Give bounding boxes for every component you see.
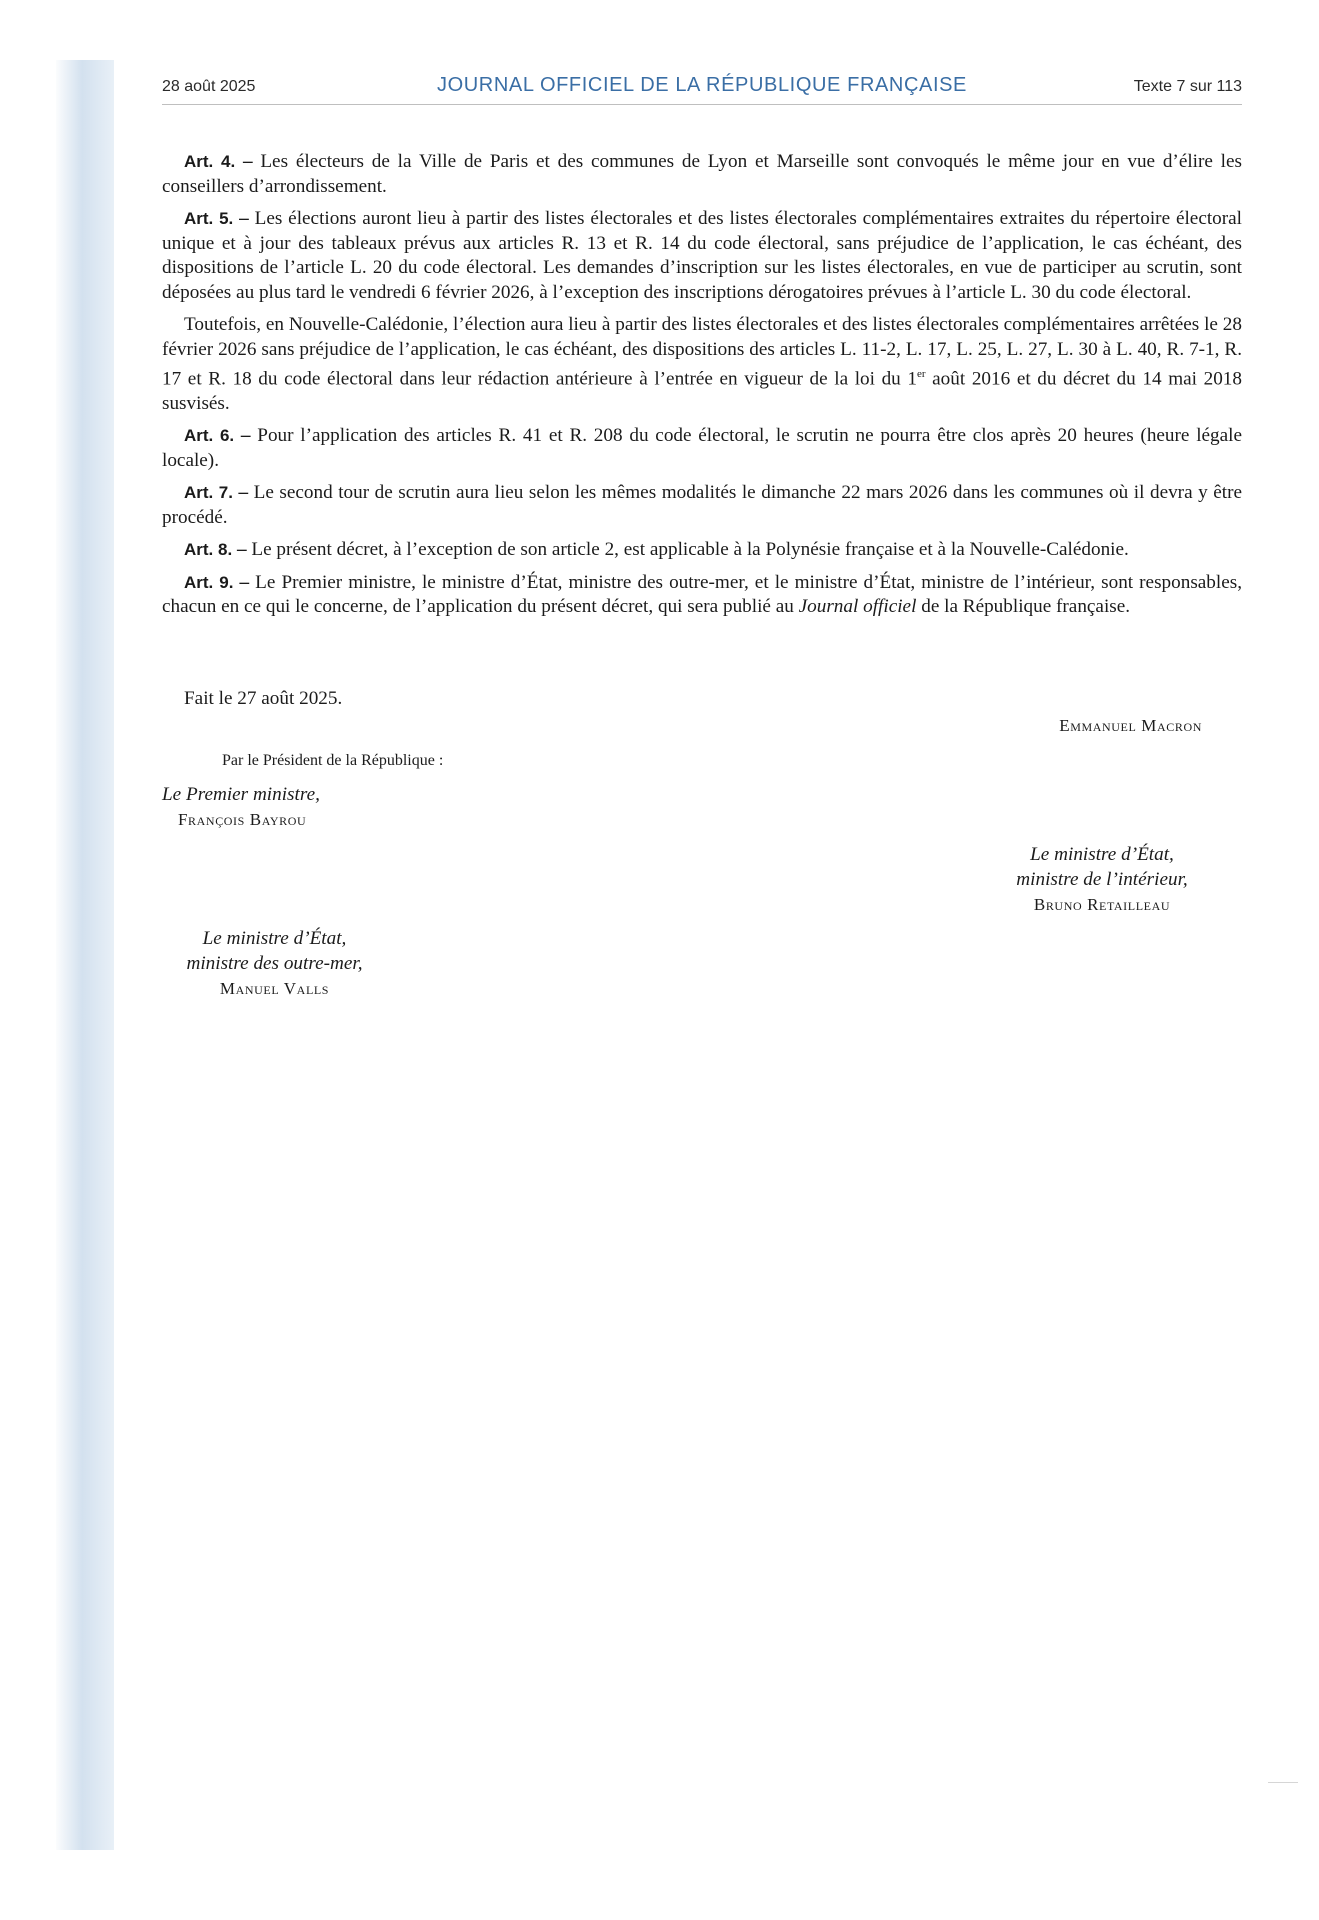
article-8 bbox=[162, 538, 1242, 563]
signatory-role: Le ministre d’État, bbox=[1030, 844, 1174, 865]
article-7 bbox=[162, 481, 1242, 530]
article-9-text: Le Premier ministre, le ministre d’État, ministre des outre-mer, et le ministre d’État, ministre de l’intérieur, sont responsables, chacun en ce qui le concerne, de l’application du présent décret, qui sera publié au bbox=[162, 571, 1243, 618]
scan-edge-shading bbox=[56, 60, 114, 1850]
article-5-paragraph-2 bbox=[162, 313, 1242, 416]
article-8-label: Art. 8. bbox=[184, 540, 233, 560]
article-4-label: Art. 4. bbox=[184, 152, 236, 171]
article-4-text: Les électeurs de la Ville de Paris et des communes de Lyon et Marseille sont convoqués le même jour en vue d’élire les conseillers d’arrondissement. bbox=[162, 151, 1242, 197]
article-dash: – bbox=[236, 539, 247, 561]
scan-corner-mark bbox=[1268, 1782, 1298, 1783]
page-header bbox=[162, 74, 1242, 105]
article-5-label: Art. 5. bbox=[184, 209, 234, 228]
president-signature: Emmanuel Macron bbox=[1059, 716, 1202, 735]
article-dash: – bbox=[242, 151, 253, 172]
article-6-text: Pour l’application des articles R. 41 et R. 208 du code électoral, le scrutin ne pourra être clos après 20 heures (heure légale locale). bbox=[162, 425, 1242, 471]
article-5-p2-text-end: août 2016 et du décret du 14 mai 2018 susvisés. bbox=[162, 368, 1242, 414]
article-7-label: Art. 7. bbox=[184, 483, 233, 503]
journal-officiel-italic: Journal officiel bbox=[798, 596, 917, 618]
article-dash: – bbox=[239, 571, 250, 593]
signatory-premier-ministre bbox=[162, 782, 362, 832]
article-dash: – bbox=[240, 425, 251, 447]
article-6 bbox=[162, 424, 1242, 473]
signatory-name: Bruno Retailleau bbox=[1033, 895, 1171, 914]
article-8-text: Le présent décret, à l’exception de son article 2, est applicable à la Polynésie française et à la Nouvelle-Calédonie. bbox=[251, 539, 1129, 561]
par-le-president: Par le Président de la République : bbox=[222, 752, 444, 769]
header-page-ref: Texte 7 sur 113 bbox=[1133, 78, 1242, 95]
header-date: 28 août 2025 bbox=[162, 78, 256, 95]
article-9-label: Art. 9. bbox=[184, 572, 234, 592]
article-dash: – bbox=[239, 208, 249, 229]
signing-date: Fait le 27 août 2025. bbox=[184, 688, 343, 709]
article-7-text: Le second tour de scrutin aura lieu selon les mêmes modalités le dimanche 22 mars 2026 dans les communes où il devra y être procédé. bbox=[162, 482, 1243, 528]
article-4 bbox=[162, 150, 1242, 199]
signatory-name: Manuel Valls bbox=[219, 979, 330, 998]
signatory-ministre-outre-mer bbox=[162, 926, 387, 1001]
signatory-role: Le ministre d’État, bbox=[202, 928, 347, 949]
article-5 bbox=[162, 207, 1242, 305]
article-6-label: Art. 6. bbox=[184, 426, 235, 446]
decree-body bbox=[162, 150, 1242, 628]
article-9 bbox=[162, 571, 1242, 620]
signatory-role-line-2: ministre des outre-mer, bbox=[186, 953, 363, 974]
signatory-role-line-2: ministre de l’intérieur, bbox=[1016, 869, 1188, 890]
signatory-name: François Bayrou bbox=[178, 810, 307, 829]
article-dash: – bbox=[238, 482, 249, 504]
signatory-ministre-interieur bbox=[982, 842, 1222, 917]
journal-title: JOURNAL OFFICIEL DE LA RÉPUBLIQUE FRANÇAISE bbox=[437, 74, 967, 96]
article-5-p2-text: Toutefois, en Nouvelle-Calédonie, l’élection aura lieu à partir des listes électorales et des listes électorales complémentaires arrêtées le 28 février 2026 sans préjudice de l’application, le cas échéant, des dispositions des articles L. 11-2, L. 17, L. 25, L. 27, L. 30 à L. 40, R. 7-1, R. 17 et R. 18 du code électoral dans leur rédaction antérieure à l’entrée en vigueur de la loi du 1 bbox=[162, 314, 1242, 390]
ordinal-superscript: er bbox=[917, 368, 926, 380]
signatory-role: Le Premier ministre, bbox=[162, 784, 320, 805]
article-5-text: Les élections auront lieu à partir des listes électorales et des listes électorales complémentaires extraites du répertoire électoral unique et à jour des tableaux prévus aux articles R. 13 et R. 14 du code électoral, sans préjudice de l’application, le cas échéant, des dispositions de l’article L. 20 du code électoral. Les demandes d’inscription sur les listes électorales, en vue de participer au scrutin, sont déposées au plus tard le vendredi 6 février 2026, à l’exception des inscriptions dérogatoires prévues à l’article L. 30 du code électoral. bbox=[162, 208, 1243, 303]
article-9-text-end: de la République française. bbox=[916, 596, 1131, 618]
